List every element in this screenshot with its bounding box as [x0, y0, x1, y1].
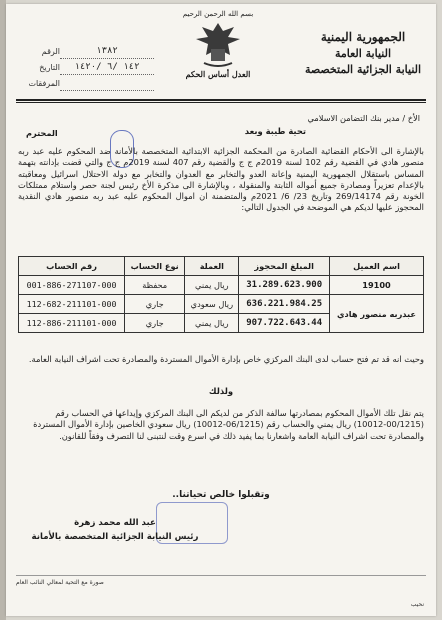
table-header-row [19, 257, 424, 276]
country-name: الجمهورية اليمنية [320, 30, 406, 44]
paragraph-two: يتم نقل تلك الأموال المحكوم بمصادرتها سالفة الذكر من لديكم الى البنك المركزي وإيداعها في الحساب رقم (00/1215-10012) ريال يمني والحساب رقم (06/1215-10012) ريال سعودي الخاصين بإدارة الأموال المستردة والمصادرة تحت اشراف النيابة العامة واشعارنا بما يفيد ذلك في اسرع وقت لنتبنى لنا التصرف وفقاً للقانون. [33, 408, 424, 441]
letterhead-right [302, 30, 424, 79]
col-client: اسم العميل [330, 257, 424, 276]
ref-number: ١٣٨٢ [60, 45, 154, 59]
client-name: عبدربه منصور هادي [330, 295, 424, 333]
footer-note: نحيب [410, 601, 424, 608]
office-name: النيابة العامة [334, 47, 392, 60]
col-account-type: نوع الحساب [125, 257, 185, 276]
currency: ريال يمني [185, 314, 239, 333]
after-table-text: وحيث انه قد تم فتح حساب لدى البنك المركزي خاص بإدارة الأموال المستردة والمصادرة تحت اشراف النيابة العامة. [28, 354, 424, 364]
reference-block [14, 44, 154, 92]
addressee: الأخ / مدير بنك التضامن الاسلامي [307, 113, 420, 123]
eagle-emblem-icon [190, 19, 246, 69]
signer-title: رئيس النيابة الجزائية المتخصصة بالأمانة [31, 532, 199, 542]
header-divider-thin [16, 102, 426, 103]
amount: 636.221.984.25 [239, 295, 330, 314]
therefore-heading: ولذلك [208, 386, 234, 396]
motto: العدل أساس الحكم [185, 69, 251, 79]
attachments-value [60, 77, 154, 91]
letter-page [6, 4, 436, 616]
date-label: التاريخ [39, 63, 60, 72]
col-amount: المبلغ المحجوز [239, 257, 330, 276]
closing: وتقبلوا خالص تحياتنا.. [172, 490, 270, 500]
attachments-label: المرفقات [28, 79, 60, 88]
ref-date: ١٤٢ /٦ /١٤٢٠ [60, 61, 154, 75]
basmala: بسم الله الرحمن الرحيم [182, 10, 254, 18]
amount: 907.722.643.44 [239, 314, 330, 333]
amount: 31.289.623.900 [239, 276, 330, 295]
currency: ريال يمني [185, 276, 239, 295]
funds-table [18, 256, 424, 333]
ref-label: الرقم [41, 47, 60, 56]
account-type: جاري [125, 295, 185, 314]
greeting: تحية طيبة وبعد [244, 126, 306, 136]
account-number: 112-886-211101-000 [19, 314, 125, 333]
account-number: 001-886-271107-000 [19, 276, 125, 295]
account-type: جاري [125, 314, 185, 333]
account-number: 112-682-211101-000 [19, 295, 125, 314]
signer-name: عبد الله محمد زهرة [74, 518, 156, 528]
col-account-number: رقم الحساب [19, 257, 125, 276]
footer-copy: صورة مع التحية لمعالي النائب العام [16, 575, 426, 586]
currency: ريال سعودي [185, 295, 239, 314]
respect-title: المحترم [26, 128, 58, 138]
paragraph-one: بالإشارة الى الأحكام القضائية الصادرة من المحكمة الجزائية الابتدائية المتخصصة بالأمانة ضد المحكوم عليه عبد ربه منصور هادي في القضية رقم 102 لسنة 2019م ج ج والقضية رقم 407 لسنة 2019م ج ج والتي قضت بإدانته بتهمة المساس باستقلال الجمهورية اليمنية وإعانة العدو والتخابر مع العدوان والتخابر مع دولة الاحتلال اسرائيل ومعاقبته بالإعدام تعزيراً ومصادرة جميع أمواله الثابتة والمنقولة ، وبالإشارة الى مذكرة الأخ رئيس لجنة حصر واستلام ممتلكات الخونة رقم 269/14174 وتاريخ 23/ 6/ 2021م والمتضمنة ان اموال المحكوم عليه عبد ربه منصور هادي النقدية المحجوز عليها لديكم هي الموضحة في الجدول التالي: [18, 146, 424, 213]
table-row [19, 276, 424, 295]
client-id: 19100 [330, 276, 424, 295]
division-name: النيابة الجزائية المتخصصة [304, 63, 422, 76]
account-type: محفظة [125, 276, 185, 295]
col-currency: العملة [185, 257, 239, 276]
header-divider [16, 99, 426, 101]
emblem [175, 10, 261, 79]
table-row [19, 295, 424, 314]
signature-block [20, 516, 210, 544]
